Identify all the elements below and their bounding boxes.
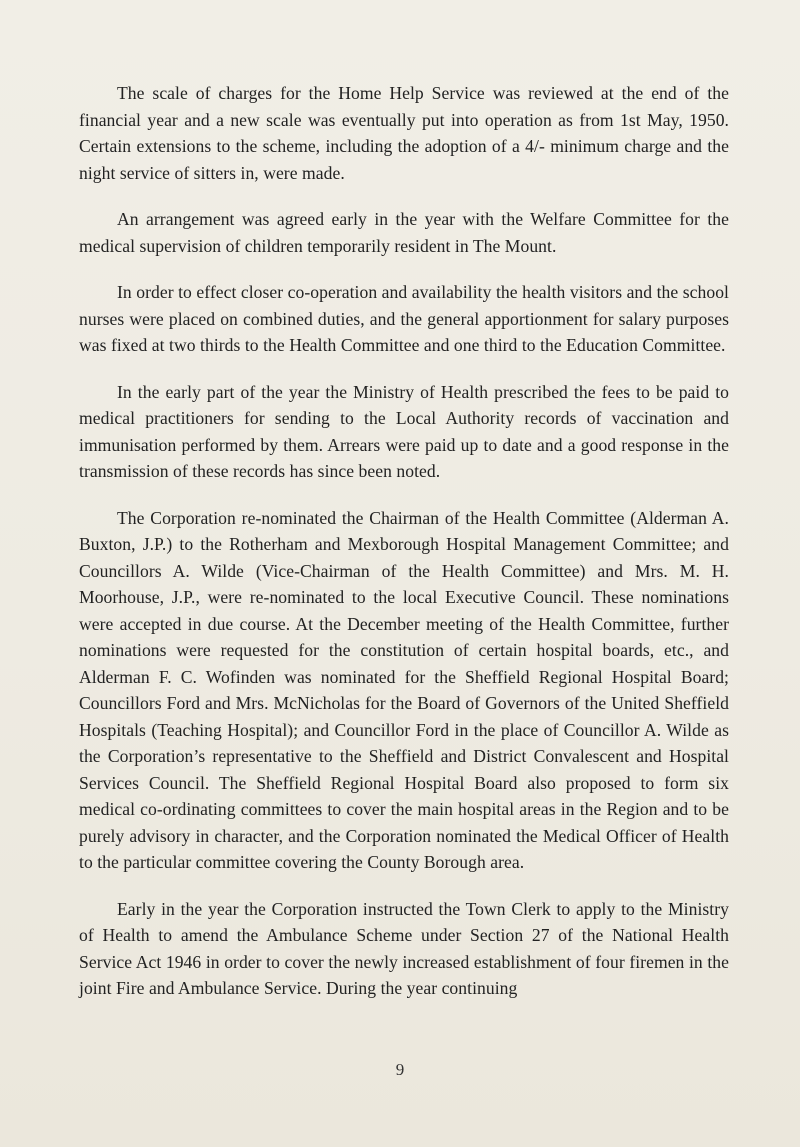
document-body: [79, 80, 729, 1022]
paragraph-home-help-charges: The scale of charges for the Home Help Service was reviewed at the end of the financial year and a new scale was eventually put into operation as from 1st May, 1950. Certain extensions to the scheme, including the adoption of a 4/- minimum charge and the night service of sitters in, were made.: [79, 83, 729, 183]
paragraph-vaccination-fees: In the early part of the year the Ministry of Health prescribed the fees to be paid to medical practitioners for sending to the Local Authority records of vaccination and immunisation performed by them. Arrears were paid up to date and a good response in the transmission of these records has since been noted.: [79, 381, 729, 481]
paragraph-health-visitors: In order to effect closer co-operation and availability the health visitors and the school nurses were placed on combined duties, and the general apportionment for salary purposes was fixed at two thirds to the Health Committee and one third to the Education Committee.: [79, 282, 729, 355]
paragraph-hospital-nominations: The Corporation re-nominated the Chairman of the Health Committee (Alderman A. Buxton, J.P.) to the Rotherham and Mexborough Hospital Management Committee; and Councillors A. Wilde (Vice-Chairman of the Health Committee) and Mrs. M. H. Moorhouse, J.P., were re-nominated to the local Executive Council. These nominations were accepted in due course. At the December meeting of the Health Committee, further nominations were requested for the constitution of certain hospital boards, etc., and Alderman F. C. Wofinden was nominated for the Sheffield Regional Hospital Board; Councillors Ford and Mrs. McNicholas for the Board of Governors of the United Sheffield Hospitals (Teaching Hospital); and Councillor Ford in the place of Councillor A. Wilde as the Corporation’s representative to the Sheffield and District Convalescent and Hospital Services Council. The Sheffield Regional Hospital Board also proposed to form six medical co-ordinating committees to cover the main hospital areas in the Region and to be purely advisory in character, and the Corporation nominated the Medical Officer of Health to the particular committee covering the County Borough area.: [79, 507, 729, 872]
page-number: 9: [395, 1060, 405, 1079]
paragraph-welfare-committee: An arrangement was agreed early in the year with the Welfare Committee for the medical supervision of children temporarily resident in The Mount.: [79, 209, 729, 256]
paragraph-ambulance-scheme: Early in the year the Corporation instructed the Town Clerk to apply to the Ministry of Health to amend the Ambulance Scheme under Section 27 of the National Health Service Act 1946 in order to cover the newly increased establishment of four firemen in the joint Fire and Ambulance Service. During the year continuing: [79, 898, 729, 998]
